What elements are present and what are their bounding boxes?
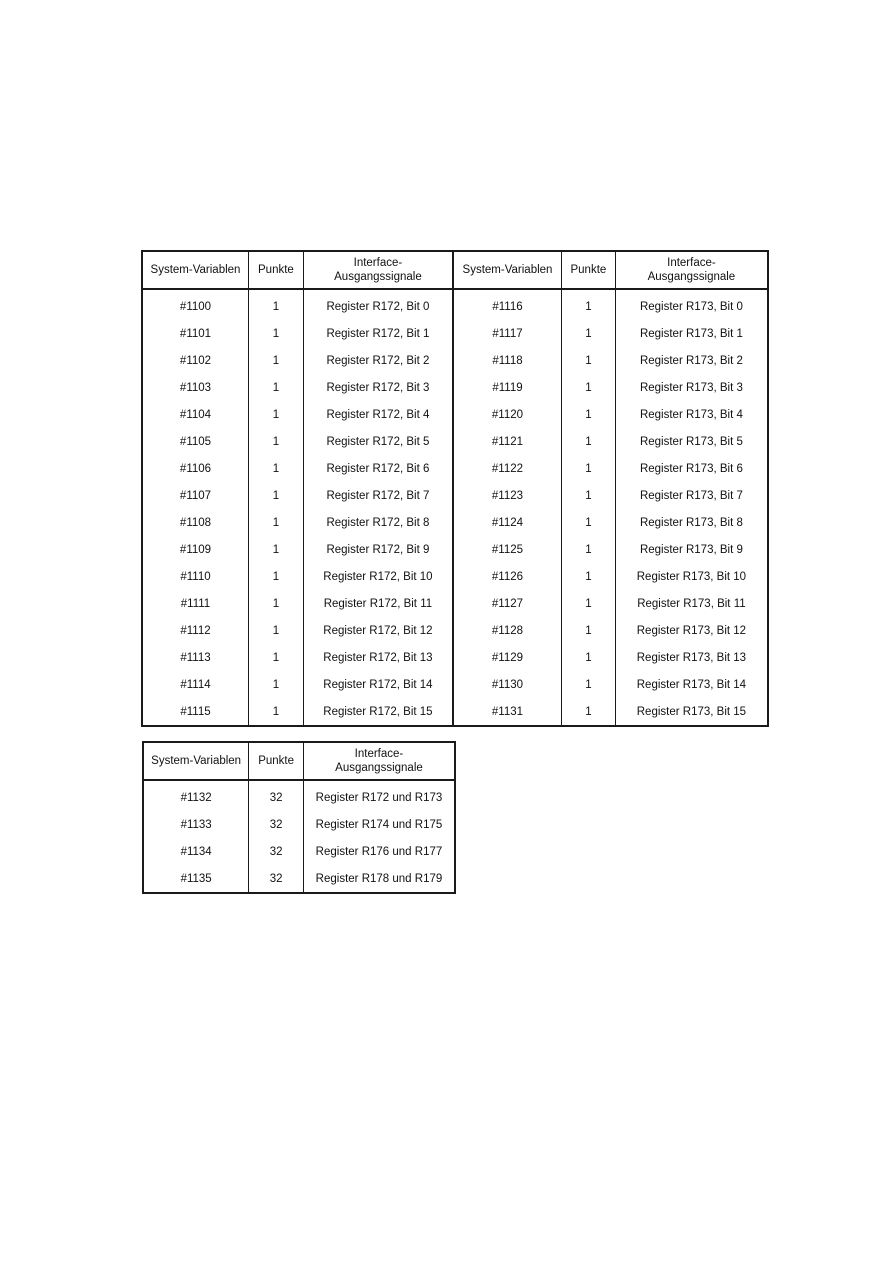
table-cell: Register R173, Bit 3 — [615, 374, 768, 401]
table-cell: #1128 — [453, 617, 561, 644]
table-cell: #1123 — [453, 482, 561, 509]
table-body — [143, 780, 455, 893]
table-cell: 1 — [561, 509, 615, 536]
table-cell: #1102 — [179, 354, 212, 367]
table-row — [142, 536, 768, 563]
table-cell: Register R173, Bit 1 — [615, 320, 768, 347]
table-cell: #1129 — [453, 644, 561, 671]
table-cell: #1118 — [453, 347, 561, 374]
table-cell: Register R173, Bit 6 — [615, 455, 768, 482]
table-cell: 1 — [561, 590, 615, 617]
table-cell: 1 — [248, 509, 303, 536]
table-cell: Register R173, Bit 14 — [615, 671, 768, 698]
table-cell: #1127 — [453, 590, 561, 617]
table-cell: #1120 — [453, 401, 561, 428]
table-cell: #1126 — [453, 563, 561, 590]
table-cell: #1104 — [179, 408, 212, 421]
table-cell: 1 — [248, 671, 303, 698]
table-header-row — [143, 742, 455, 780]
table-cell: #1101 — [179, 327, 212, 340]
table-cell: 1 — [561, 428, 615, 455]
table-cell: #1115 — [180, 705, 211, 718]
header-line-interface: Interface- — [354, 748, 404, 760]
table-cell: 1 — [561, 374, 615, 401]
table-cell: #1113 — [180, 651, 211, 664]
column-header-system-variablen: System-Variablen — [143, 742, 249, 780]
table-cell: #1116 — [453, 289, 561, 320]
header-line-ausgangssignale: Ausgangssignale — [334, 271, 422, 283]
table-row — [143, 811, 455, 838]
table-cell: Register R172, Bit 11 — [303, 590, 453, 617]
system-variables-table-registers — [142, 741, 456, 894]
table-cell: Register R172, Bit 1 — [303, 320, 453, 347]
table-cell: #1110 — [180, 570, 211, 583]
table-cell: Register R173, Bit 13 — [615, 644, 768, 671]
table-cell: #1108 — [179, 516, 212, 529]
table-cell: #1109 — [179, 543, 212, 556]
table-row — [142, 617, 768, 644]
system-variables-table-bits — [141, 250, 769, 727]
table-cell: 1 — [561, 671, 615, 698]
table-cell: Register R173, Bit 9 — [615, 536, 768, 563]
column-header-interface-ausgangssignale — [303, 251, 453, 289]
table-cell: #1107 — [179, 489, 212, 502]
table-row — [143, 780, 455, 811]
table-cell: 1 — [561, 698, 615, 726]
table-cell: #1119 — [453, 374, 561, 401]
table-cell: Register R172, Bit 5 — [303, 428, 453, 455]
table-cell: #1100 — [179, 300, 212, 313]
table-cell: #1111 — [180, 597, 211, 610]
table-cell: #1125 — [453, 536, 561, 563]
table-cell: #1114 — [180, 678, 211, 691]
table-cell: 1 — [248, 644, 303, 671]
table-cell: #1124 — [453, 509, 561, 536]
table-row — [142, 401, 768, 428]
table-cell: Register R172, Bit 14 — [303, 671, 453, 698]
table-cell: Register R173, Bit 4 — [615, 401, 768, 428]
table-cell: Register R172 und R173 — [303, 780, 455, 811]
table-cell: Register R173, Bit 5 — [615, 428, 768, 455]
table-body — [142, 289, 768, 726]
table-cell: #1117 — [453, 320, 561, 347]
table-cell: Register R174 und R175 — [303, 811, 455, 838]
table-cell: Register R178 und R179 — [303, 865, 455, 893]
table-cell: Register R172, Bit 15 — [303, 698, 453, 726]
table-cell: 1 — [561, 347, 615, 374]
table-cell: Register R172, Bit 3 — [303, 374, 453, 401]
table-cell: 1 — [561, 320, 615, 347]
table-cell: 32 — [249, 780, 304, 811]
table-row — [142, 455, 768, 482]
table-cell: 1 — [561, 455, 615, 482]
table-cell: Register R173, Bit 12 — [615, 617, 768, 644]
table-row — [143, 865, 455, 893]
table-cell: 1 — [561, 644, 615, 671]
table-row — [142, 671, 768, 698]
table-row — [143, 838, 455, 865]
table-cell: Register R172, Bit 6 — [303, 455, 453, 482]
header-line-ausgangssignale: Ausgangssignale — [647, 271, 736, 283]
table-header-row — [142, 251, 768, 289]
table-cell: Register R173, Bit 7 — [615, 482, 768, 509]
table-cell: 1 — [248, 428, 303, 455]
table-cell: 1 — [561, 482, 615, 509]
column-header-interface-ausgangssignale-2 — [615, 251, 768, 289]
table-cell: #1106 — [179, 462, 212, 475]
table-row — [142, 509, 768, 536]
table-cell: Register R172, Bit 9 — [303, 536, 453, 563]
table-cell: Register R173, Bit 15 — [615, 698, 768, 726]
table-cell: Register R172, Bit 2 — [303, 347, 453, 374]
table-cell: 1 — [248, 617, 303, 644]
table-cell: #1121 — [453, 428, 561, 455]
table-cell: #1133 — [180, 818, 212, 831]
table-cell: 1 — [561, 401, 615, 428]
table-cell: Register R173, Bit 0 — [615, 289, 768, 320]
column-header-interface-ausgangssignale — [303, 742, 455, 780]
table-cell: Register R172, Bit 8 — [303, 509, 453, 536]
column-header-punkte-2: Punkte — [561, 251, 615, 289]
table-cell: #1105 — [179, 435, 212, 448]
table-row — [142, 563, 768, 590]
table-row — [142, 289, 768, 320]
table-cell: 32 — [249, 838, 304, 865]
table-cell: 1 — [248, 320, 303, 347]
table-cell: Register R173, Bit 11 — [615, 590, 768, 617]
column-header-system-variablen: System-Variablen — [142, 251, 248, 289]
table-row — [142, 428, 768, 455]
table-row — [142, 644, 768, 671]
table-cell: 1 — [248, 401, 303, 428]
table-cell: Register R173, Bit 2 — [615, 347, 768, 374]
table-row — [142, 320, 768, 347]
table-cell: Register R173, Bit 10 — [615, 563, 768, 590]
table-cell: #1112 — [180, 624, 211, 637]
table-cell: 1 — [248, 347, 303, 374]
table-cell: #1134 — [180, 845, 212, 858]
table-cell: 32 — [249, 865, 304, 893]
header-line-ausgangssignale: Ausgangssignale — [335, 762, 423, 774]
table-row — [142, 590, 768, 617]
table-cell: Register R173, Bit 8 — [615, 509, 768, 536]
table-cell: 1 — [561, 289, 615, 320]
table-cell: 1 — [248, 374, 303, 401]
table-cell: 1 — [248, 590, 303, 617]
table-cell: Register R172, Bit 4 — [303, 401, 453, 428]
table-cell: #1122 — [453, 455, 561, 482]
table-cell: #1130 — [453, 671, 561, 698]
table-cell: 1 — [248, 455, 303, 482]
table-cell: 32 — [249, 811, 304, 838]
table-cell: #1131 — [453, 698, 561, 726]
table-cell: #1103 — [179, 381, 212, 394]
column-header-system-variablen-2: System-Variablen — [453, 251, 561, 289]
table-row — [142, 347, 768, 374]
table-cell: #1135 — [180, 872, 212, 885]
table-cell: Register R172, Bit 7 — [303, 482, 453, 509]
table-row — [142, 698, 768, 726]
table-row — [142, 482, 768, 509]
table-cell: 1 — [561, 563, 615, 590]
table-cell: Register R172, Bit 12 — [303, 617, 453, 644]
table-cell: 1 — [248, 289, 303, 320]
table-cell: 1 — [248, 482, 303, 509]
table-cell: 1 — [248, 698, 303, 726]
table-cell: Register R176 und R177 — [303, 838, 455, 865]
table-cell: Register R172, Bit 10 — [303, 563, 453, 590]
header-line-interface: Interface- — [667, 257, 716, 269]
table-cell: 1 — [248, 563, 303, 590]
table-cell: Register R172, Bit 13 — [303, 644, 453, 671]
column-header-punkte: Punkte — [249, 742, 304, 780]
column-header-punkte: Punkte — [248, 251, 303, 289]
table-cell: Register R172, Bit 0 — [303, 289, 453, 320]
table-cell: 1 — [561, 536, 615, 563]
table-cell: #1132 — [180, 791, 212, 804]
table-cell: 1 — [561, 617, 615, 644]
header-line-interface: Interface- — [353, 257, 403, 269]
table-row — [142, 374, 768, 401]
table-cell: 1 — [248, 536, 303, 563]
